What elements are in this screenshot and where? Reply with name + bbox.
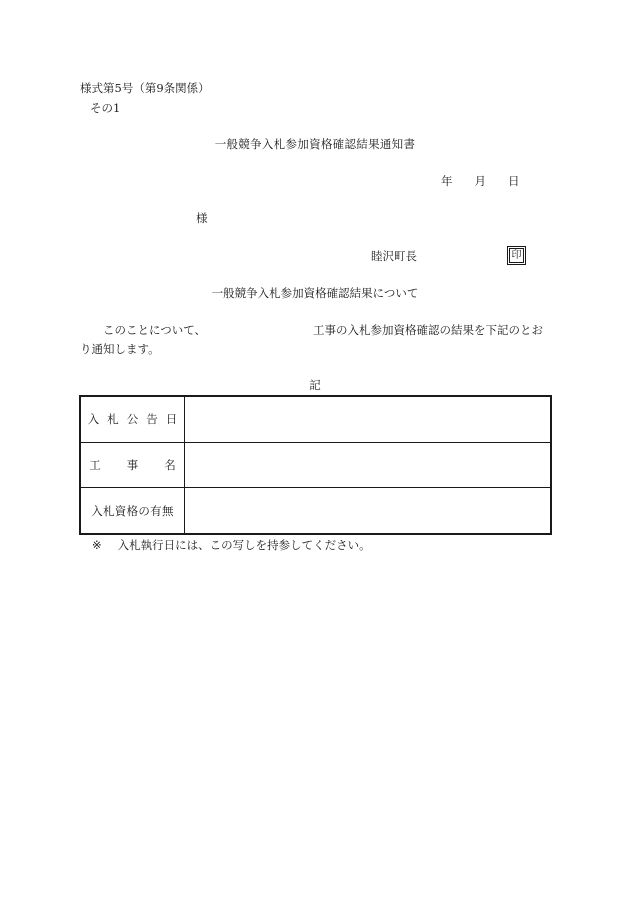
table-value-qualification <box>185 488 550 533</box>
subject-line: 一般競争入札参加資格確認結果について <box>211 286 419 300</box>
table-label-work-name: 工事名 <box>81 443 185 488</box>
footnote-mark: ※ <box>92 538 102 552</box>
table-row <box>81 443 550 489</box>
recipient-suffix: 様 <box>196 211 208 225</box>
table-label-announcement-date: 入札公告日 <box>81 397 185 442</box>
form-number: 様式第5号（第9条関係） <box>80 81 210 95</box>
issuer-name: 睦沢町長 <box>371 249 417 263</box>
footnote <box>92 540 371 552</box>
table-label-qualification: 入札資格の有無 <box>81 488 185 533</box>
document-title: 一般競争入札参加資格確認結果通知書 <box>214 137 416 151</box>
body-text-continued: 工事の入札参加資格確認の結果を下記のとお <box>313 323 543 337</box>
table-value-announcement-date <box>185 397 550 442</box>
body-text-start: このことについて、 <box>103 323 207 337</box>
info-table <box>79 395 552 535</box>
date-line <box>441 176 520 188</box>
seal-mark: 印 <box>509 248 524 263</box>
date-year-label: 年 <box>441 174 453 188</box>
table-value-work-name <box>185 443 550 488</box>
table-row <box>81 397 550 443</box>
body-text-line2: り通知します。 <box>80 342 160 356</box>
date-day-label: 日 <box>508 174 520 188</box>
footnote-text: 入札執行日には、この写しを持参してください。 <box>117 538 371 552</box>
part-label: その1 <box>90 101 121 115</box>
table-row <box>81 488 550 533</box>
date-month-label: 月 <box>474 174 486 188</box>
ki-heading: 記 <box>309 378 321 392</box>
